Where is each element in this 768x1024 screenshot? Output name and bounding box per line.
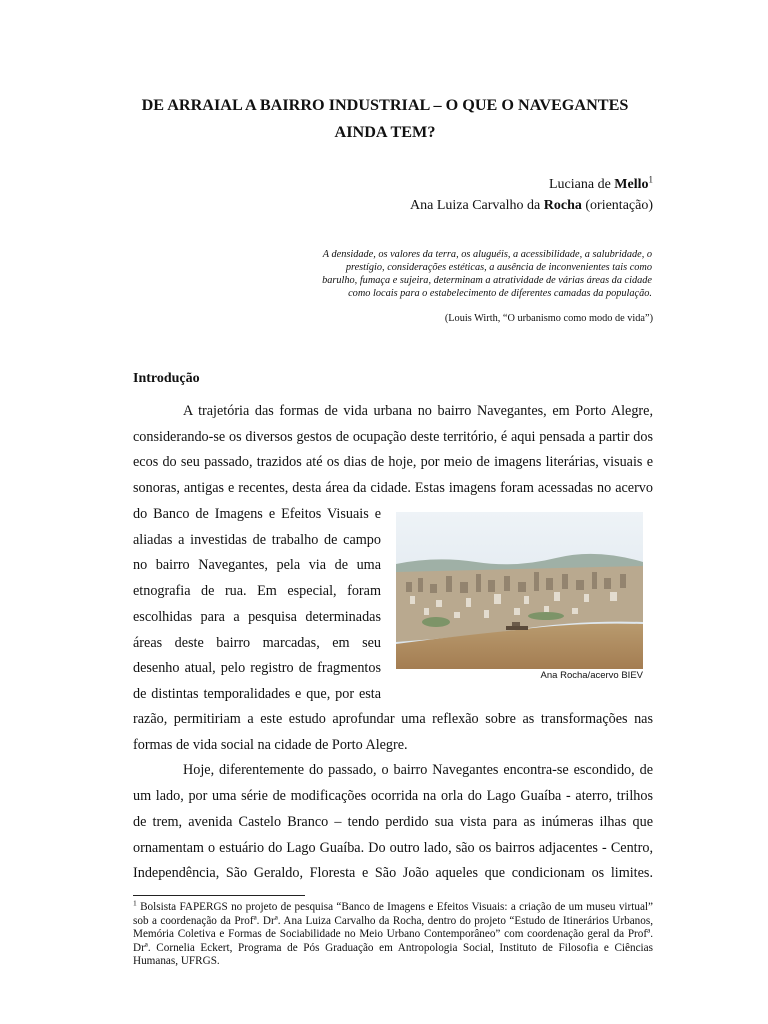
text-line: no bairro Navegantes, pela via de uma [133,557,381,574]
text-line: Hoje, diferentemente do passado, o bairro Navegantes encontra-se escondido, de [183,762,653,779]
text-line: ornamentam o estuário do Lago Guaíba. Do outro lado, são os bairros adjacentes - Centro, [133,839,653,856]
text-line: de trem, avenida Castelo Branco – tendo perdido sua vista para as inúmeras ilhas que [133,813,653,830]
text-line: razão, permitiriam a este estudo aprofundar uma reflexão sobre as transformações nas [133,711,653,727]
author-2-role: (orientação) [581,198,653,213]
city-river-photo [396,512,643,669]
paragraph-1-intro [133,399,653,502]
author-1 [410,174,653,195]
text-line: escolhidas para a pesquisa determinadas [133,608,381,625]
footnote-mark: 1 [133,898,137,908]
text-line: Independência, São Geraldo, Floresta e São João aqueles que condicionam os limites. [133,865,653,882]
text-line: formas de vida social na cidade de Porto Alegre. [133,736,408,753]
text-line: de distintas temporalidades e que, por esta [133,685,381,702]
author-1-surname: Mello [614,177,649,192]
epigraph-quote: A densidade, os valores da terra, os aluguéis, a acessibilidade, a salubridade, o prestígio, considerações estéticas, a ausência de inconvenientes tais como barulho, fumaça e sujeira, determinam a atratividade de várias áreas da cidade como locais para o estabelecimento de diferentes camadas da população. [322,249,652,299]
text-line: A trajetória das formas de vida urbana no bairro Navegantes, em Porto Alegre, [183,403,653,419]
text-line: desenho atual, pelo registro de fragmentos [133,660,381,677]
text-line: ecos do seu passado, trazidos até os dias de hoje, por meio de imagens literárias, visuais e [133,454,653,471]
text-line: um lado, por uma série de modificações ocorrida na orla do Lago Guaíba - aterro, trilhos [133,788,653,805]
footnote-rule [133,895,305,896]
text-line: considerando-se os diversos gestos de ocupação deste território, é aqui pensada a partir dos [133,428,653,445]
text-line: áreas deste bairro marcadas, em seu [133,634,381,651]
text-line: do Banco de Imagens e Efeitos Visuais e [133,506,381,522]
author-2-given: Ana Luiza Carvalho da [410,198,544,213]
text-line: sonoras, antigas e recentes, desta área da cidade. Estas imagens foram acessadas no acervo [133,480,653,497]
author-block [410,174,653,216]
footnote [133,898,653,969]
paragraph-1-wrapped [133,502,381,708]
text-line: etnografia de rua. Em especial, foram [133,583,381,600]
author-2-surname: Rocha [543,198,582,213]
epigraph-source: (Louis Wirth, “O urbanismo como modo de vida”) [444,313,653,324]
author-2 [410,195,653,216]
text-line: aliadas a investidas de trabalho de campo [133,531,381,548]
title-line-2: AINDA TEM? [334,123,436,141]
author-1-given: Luciana de [548,177,615,192]
section-heading: Introdução [133,371,200,386]
paragraph-1-tail [133,707,653,887]
paper-title [120,92,650,146]
photo-credit: Ana Rocha/acervo BIEV [540,670,643,681]
author-1-footnote-mark: 1 [648,174,653,185]
footnote-text: Bolsista FAPERGS no projeto de pesquisa “Banco de Imagens e Efeitos Visuais: a criação de um museu virtual” sob a coordenação da Profª. Drª. Ana Luiza Carvalho da Rocha, dentro do projeto “Estudo de Itinerários Urbanos, Memória Coletiva e Formas de Sociabilidade no Meio Urbano Contemporâneo” com coordenação geral da Profª. Drª. Cornelia Eckert, Programa de Pós Graduação em Antropologia Social, Instituto de Filosofia e Ciências Humanas, UFRGS. [133,901,653,968]
title-line-1: DE ARRAIAL A BAIRRO INDUSTRIAL – O QUE O NAVEGANTES [141,96,629,114]
